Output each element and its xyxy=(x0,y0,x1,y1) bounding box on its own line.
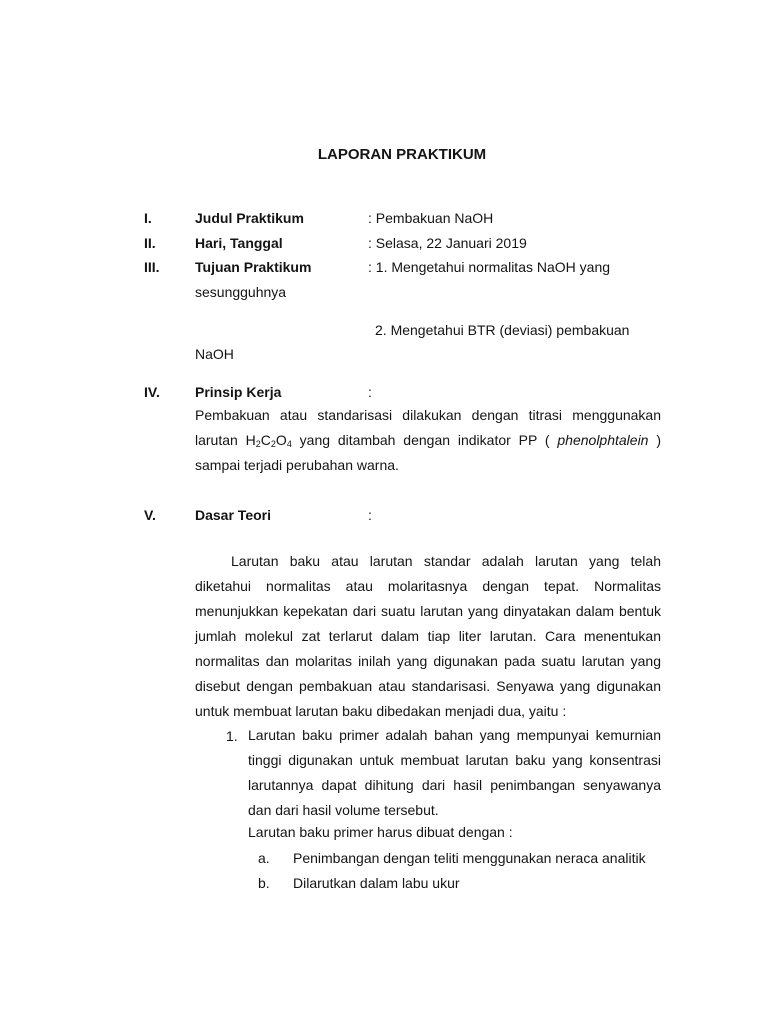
list-number: 1. xyxy=(226,728,238,744)
section-number: IV. xyxy=(144,384,160,400)
sub-item-letter: b. xyxy=(258,875,270,891)
section-label: Tujuan Praktikum xyxy=(195,259,312,275)
dasar-teori-paragraph: Larutan baku atau larutan standar adalah larutan yang telah diketahui normalitas atau molaritasnya dengan tepat. Normalitas menunjukkan kepekatan dari suatu larutan yang dinyatakan dalam bentuk jumlah molekul zat terlarut dalam tiap liter larutan. Cara menentukan normalitas dan molaritas inilah yang digunakan pada suatu larutan yang disebut dengan pembakuan atau standarisasi. Senyawa yang digunakan untuk membuat larutan baku dibedakan menjadi dua, yaitu : xyxy=(195,553,661,719)
section-value: : Selasa, 22 Januari 2019 xyxy=(368,235,527,251)
section-value: : Pembakuan NaOH xyxy=(368,210,494,226)
text-span: yang ditambah dengan indikator PP ( xyxy=(291,432,558,448)
section-value: : 1. Mengetahui normalitas NaOH yang xyxy=(368,259,611,275)
italic-text: phenolphtalein xyxy=(557,432,649,448)
section-number: I. xyxy=(144,210,152,226)
text-span: Pembakuan atau standarisasi dilakukan dengan titrasi menggunakan larutan H xyxy=(195,407,661,448)
text-span: C xyxy=(260,432,271,448)
section-label: Hari, Tanggal xyxy=(195,235,283,251)
text-span: O xyxy=(275,432,287,448)
prinsip-kerja-text xyxy=(195,403,661,478)
section-value: : xyxy=(368,507,372,523)
page-title: LAPORAN PRAKTIKUM xyxy=(317,146,487,163)
section-label: Judul Praktikum xyxy=(195,210,304,226)
section-number: III. xyxy=(144,259,160,275)
sub-item-letter: a. xyxy=(258,850,270,866)
text-span: ) sampai terjadi perubahan warna. xyxy=(195,432,661,473)
section-value: : xyxy=(368,384,372,400)
subscript: 2 xyxy=(270,439,276,449)
section-label: Prinsip Kerja xyxy=(195,384,282,400)
sub-item-text: Penimbangan dengan teliti menggunakan neraca analitik xyxy=(293,850,646,866)
section-value-continuation: sesungguhnya xyxy=(195,284,287,300)
section-value-continuation: NaOH xyxy=(195,346,234,362)
subscript: 4 xyxy=(286,439,292,449)
section-value-item: 2. Mengetahui BTR (deviasi) pembakuan xyxy=(375,322,630,338)
list-item-text: Larutan baku primer adalah bahan yang mempunyai kemurnian tinggi digunakan untuk membuat larutan baku yang konsentrasi larutannya dapat dihitung dari hasil penimbangan senyawanya dan dari hasil volume tersebut. xyxy=(248,727,661,818)
subscript: 2 xyxy=(255,439,261,449)
section-label: Dasar Teori xyxy=(195,507,271,523)
section-number: II. xyxy=(144,235,156,251)
list-note: Larutan baku primer harus dibuat dengan : xyxy=(248,824,513,840)
section-number: V. xyxy=(144,507,156,523)
sub-item-text: Dilarutkan dalam labu ukur xyxy=(293,875,460,891)
